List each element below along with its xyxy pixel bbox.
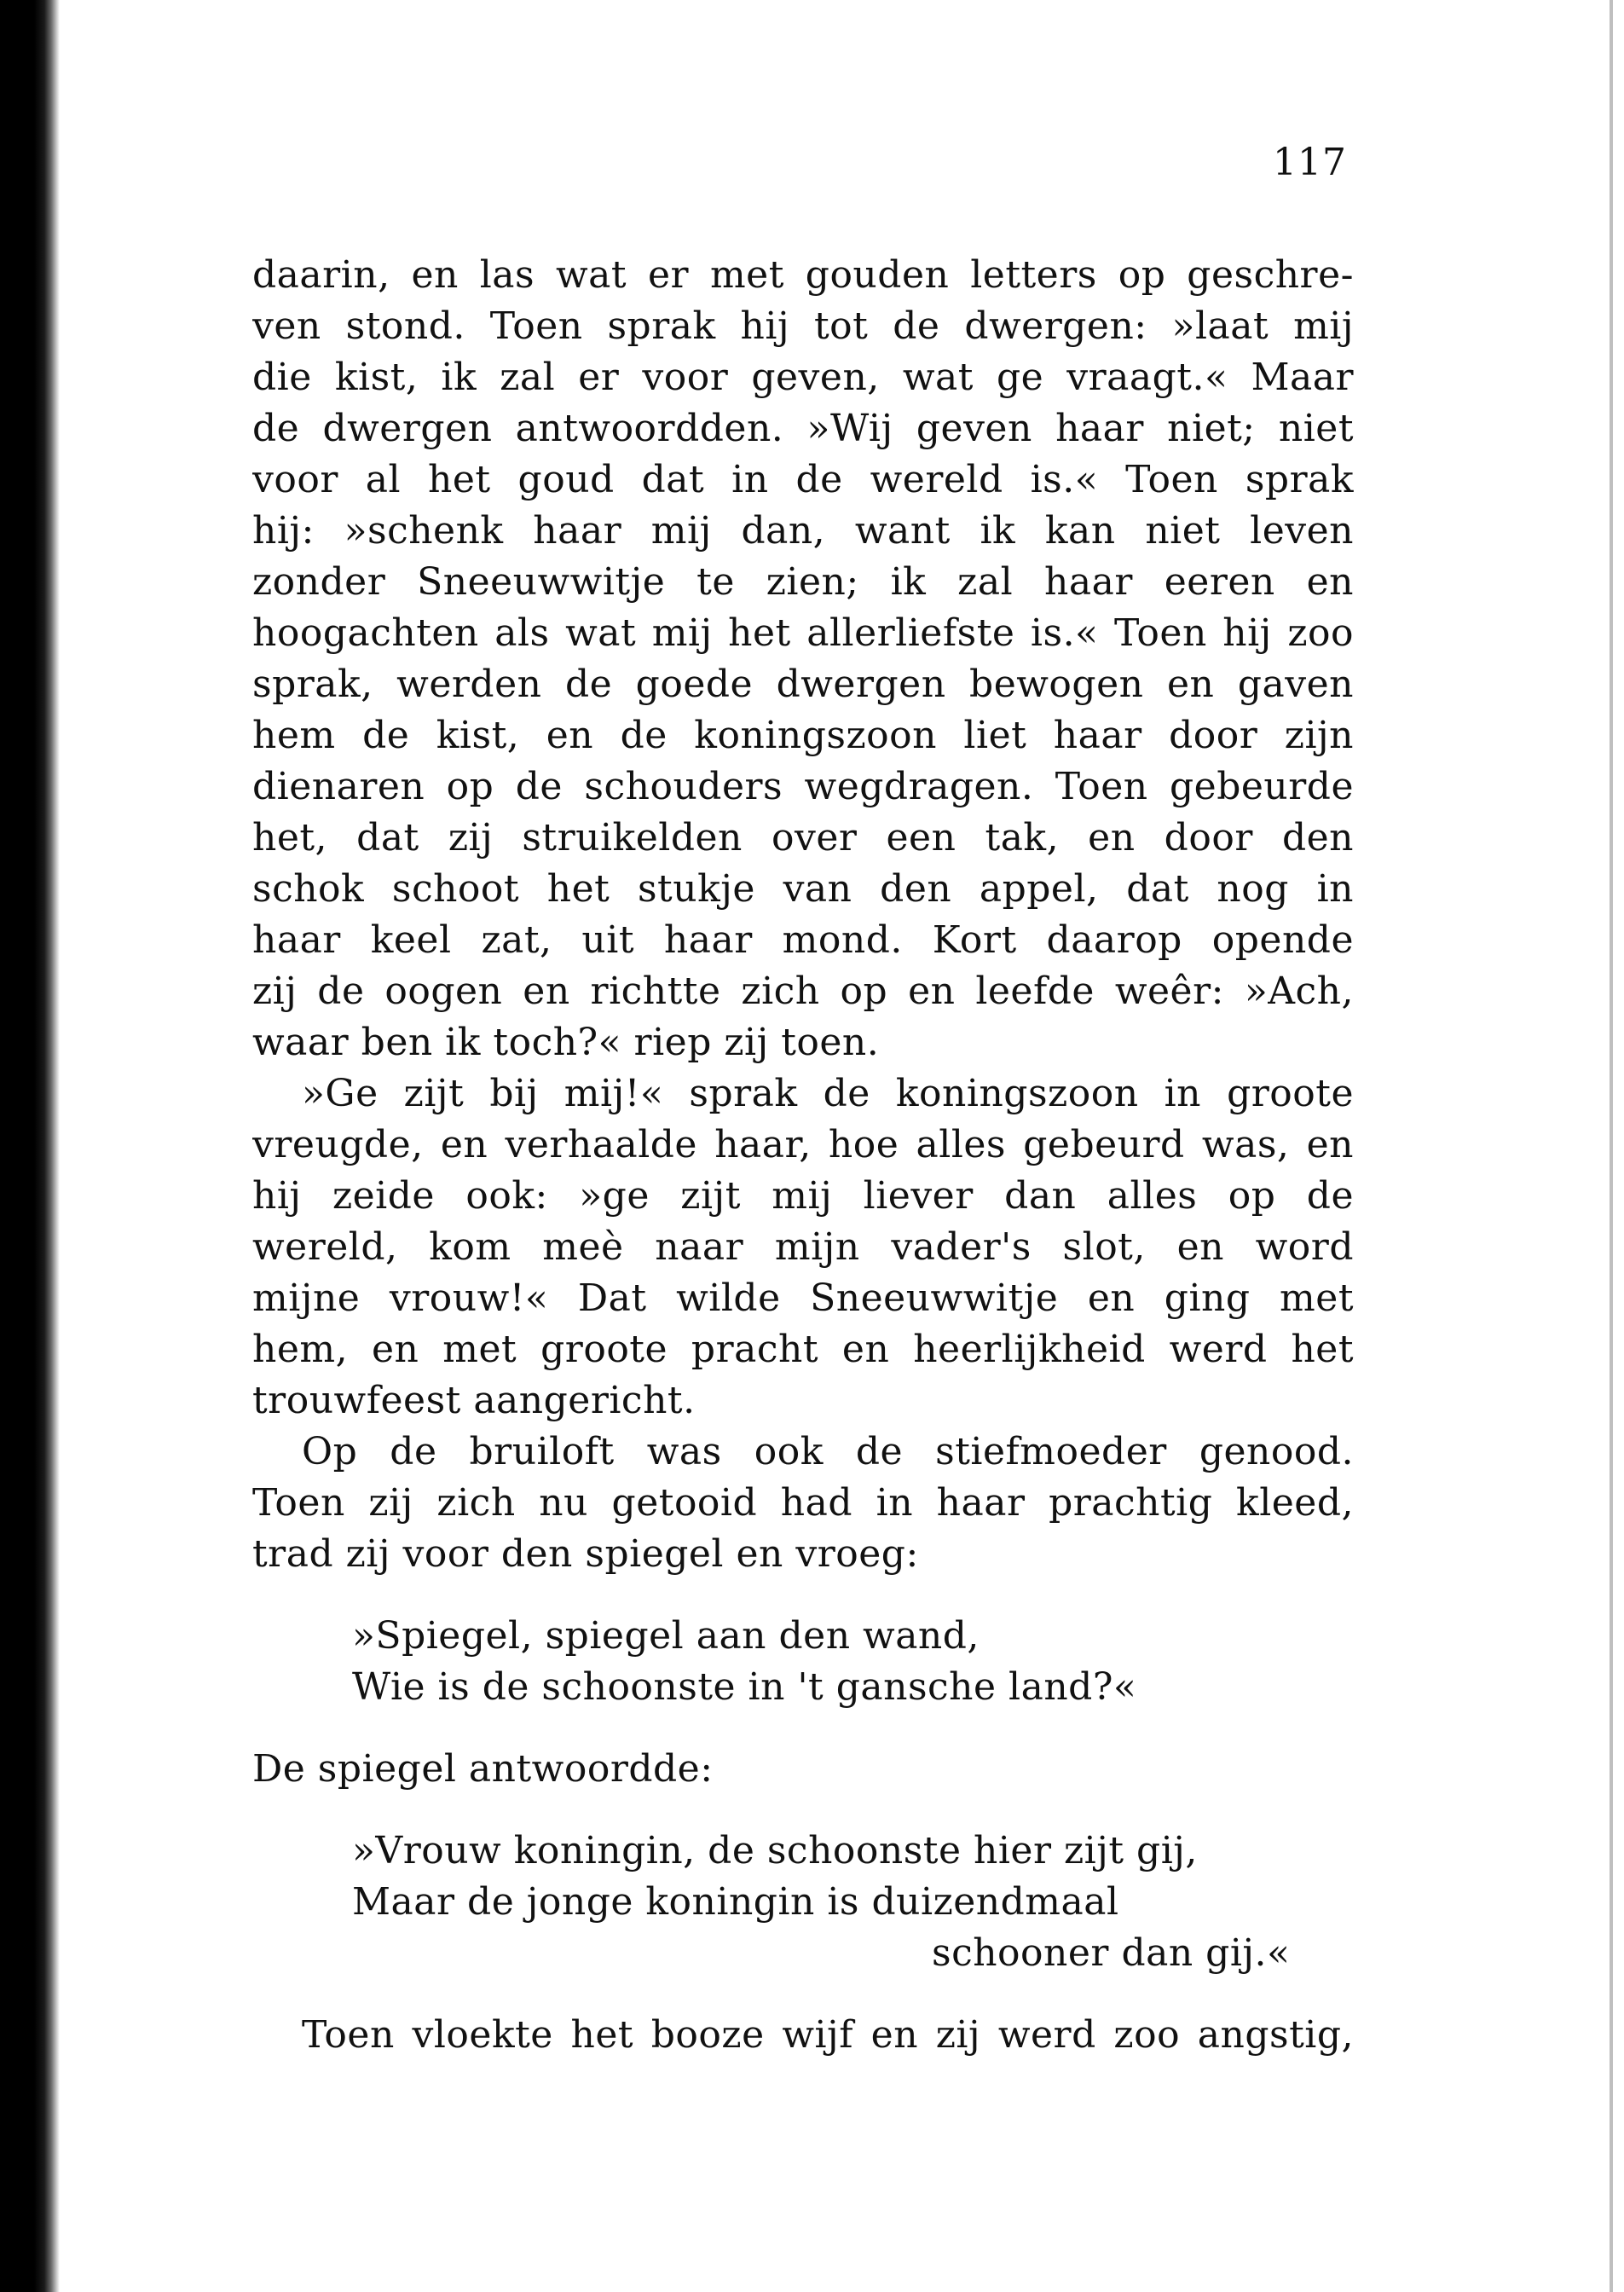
text-line: trouwfeest aangericht. bbox=[252, 1379, 696, 1422]
text-line: haar keel zat, uit haar mond. Kort daarop opende bbox=[252, 918, 1354, 962]
text-line: schok schoot het stukje van den appel, dat nog in bbox=[252, 867, 1354, 911]
page-text bbox=[252, 250, 1354, 2061]
text-line: Toen zij zich nu getooid had in haar prachtig kleed, bbox=[252, 1481, 1354, 1525]
text-line: hij zeide ook: »ge zijt mij liever dan alles op de bbox=[252, 1174, 1354, 1218]
spacer bbox=[252, 1713, 1354, 1744]
paragraph-2 bbox=[252, 1068, 1354, 1427]
text-line: dienaren op de schouders wegdragen. Toen gebeurde bbox=[252, 765, 1354, 808]
text-line: het, dat zij struikelden over een tak, en door den bbox=[252, 816, 1354, 860]
page-number: 117 bbox=[1273, 141, 1347, 184]
text-line: »Ge zijt bij mij!« sprak de koningszoon in groote bbox=[302, 1072, 1354, 1115]
text-line: ven stond. Toen sprak hij tot de dwergen: »laat mij bbox=[252, 304, 1354, 348]
verse-line: Wie is de schoonste in 't gansche land?« bbox=[352, 1665, 1137, 1709]
scan-right-edge bbox=[1610, 0, 1613, 2292]
verse-1 bbox=[252, 1611, 1354, 1713]
text-line: sprak, werden de goede dwergen bewogen en gaven bbox=[252, 663, 1354, 706]
spacer bbox=[252, 1795, 1354, 1826]
narration-line: De spiegel antwoordde: bbox=[252, 1747, 714, 1791]
text-line: hij: »schenk haar mij dan, want ik kan niet leven bbox=[252, 509, 1354, 553]
verse-2 bbox=[252, 1826, 1354, 1979]
text-line: zij de oogen en richtte zich op en leefde weêr: »Ach, bbox=[252, 969, 1354, 1013]
text-line: mijne vrouw!« Dat wilde Sneeuwwitje en ging met bbox=[252, 1276, 1354, 1320]
text-line: waar ben ik toch?« riep zij toen. bbox=[252, 1021, 880, 1064]
text-line: vreugde, en verhaalde haar, hoe alles gebeurd was, en bbox=[252, 1123, 1354, 1166]
text-line: hoogachten als wat mij het allerliefste is.« Toen hij zoo bbox=[252, 611, 1354, 655]
text-line: hem de kist, en de koningszoon liet haar door zijn bbox=[252, 714, 1354, 757]
text-line: Op de bruiloft was ook de stiefmoeder genood. bbox=[302, 1430, 1354, 1473]
spacer bbox=[252, 1580, 1354, 1611]
text-line: zonder Sneeuwwitje te zien; ik zal haar eeren en bbox=[252, 560, 1354, 604]
verse-line: »Spiegel, spiegel aan den wand, bbox=[352, 1614, 980, 1658]
text-line: die kist, ik zal er voor geven, wat ge vraagt.« Maar bbox=[252, 356, 1354, 399]
verse-line: schooner dan gij.« bbox=[932, 1931, 1291, 1975]
verse-line: Maar de jonge koningin is duizendmaal bbox=[352, 1880, 1119, 1924]
verse-line: »Vrouw koningin, de schoonste hier zijt gij, bbox=[352, 1829, 1198, 1872]
text-line: wereld, kom meè naar mijn vader's slot, en word bbox=[252, 1225, 1354, 1269]
scan-binding-edge bbox=[0, 0, 60, 2292]
text-line: daarin, en las wat er met gouden letters op geschre- bbox=[252, 253, 1354, 297]
paragraph-3 bbox=[252, 1427, 1354, 1580]
text-line: de dwergen antwoordden. »Wij geven haar niet; niet bbox=[252, 407, 1354, 450]
spacer bbox=[252, 1979, 1354, 2010]
text-line: hem, en met groote pracht en heerlijkheid werd het bbox=[252, 1328, 1354, 1371]
text-line: voor al het goud dat in de wereld is.« Toen sprak bbox=[252, 458, 1354, 501]
paragraph-4 bbox=[252, 2010, 1354, 2061]
paragraph-1 bbox=[252, 250, 1354, 1068]
text-line: Toen vloekte het booze wijf en zij werd zoo angstig, bbox=[302, 2013, 1354, 2057]
text-line: trad zij voor den spiegel en vroeg: bbox=[252, 1532, 919, 1576]
